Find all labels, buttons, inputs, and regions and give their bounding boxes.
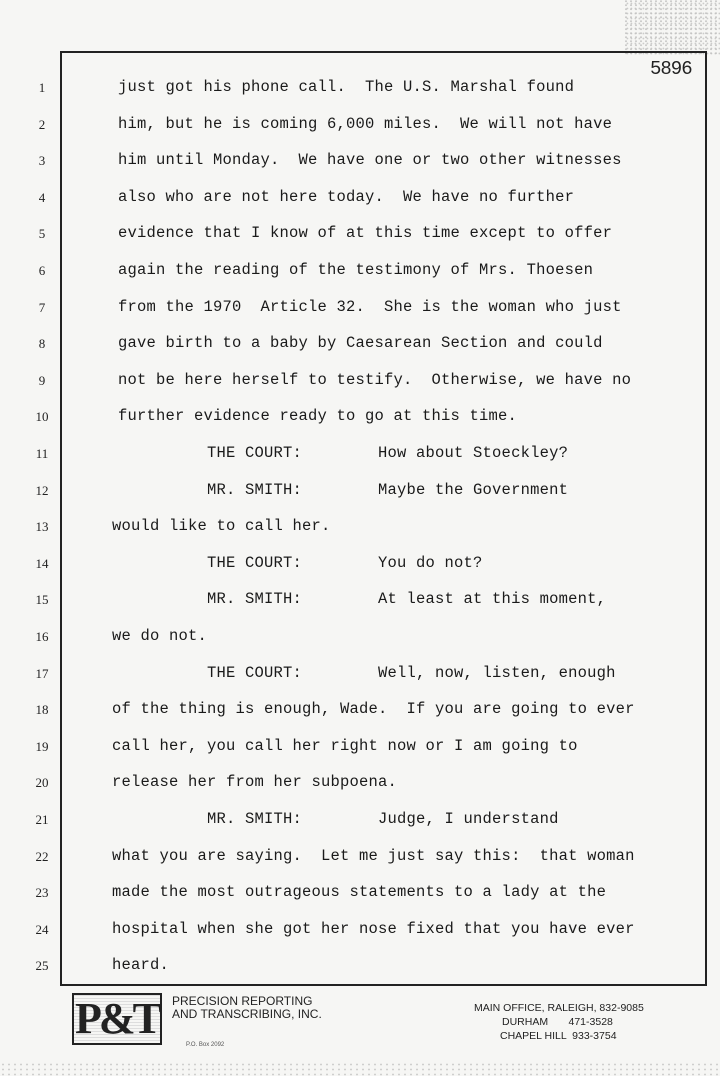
transcript-line: not be here herself to testify. Otherwise, we have no bbox=[118, 370, 632, 389]
transcript-line: again the reading of the testimony of Mrs. Thoesen bbox=[118, 261, 594, 279]
line-number: 8 bbox=[38, 336, 46, 352]
line-number: 19 bbox=[35, 738, 49, 754]
company-line-1: PRECISION REPORTING bbox=[172, 994, 313, 1008]
footer bbox=[0, 990, 720, 1076]
line-number: 20 bbox=[35, 775, 49, 791]
transcript-line: gave birth to a baby by Caesarean Section and could bbox=[118, 334, 603, 353]
line-number: 25 bbox=[35, 958, 49, 974]
line-number: 21 bbox=[35, 812, 49, 827]
line-number: 13 bbox=[35, 519, 49, 535]
line-number: 10 bbox=[35, 409, 49, 425]
line-number: 12 bbox=[35, 482, 49, 498]
transcript-line: THE COURT: You do not? bbox=[112, 553, 483, 572]
line-number: 22 bbox=[35, 848, 49, 864]
line-number: 15 bbox=[35, 592, 49, 608]
transcript-line: made the most outrageous statements to a lady at the bbox=[112, 883, 607, 902]
transcript-line: THE COURT: Well, now, listen, enough bbox=[112, 663, 616, 682]
line-number: 6 bbox=[38, 263, 46, 278]
office-contacts bbox=[474, 1001, 644, 1043]
transcript-line: MR. SMITH: At least at this moment, bbox=[112, 590, 607, 609]
company-logo: P&T bbox=[72, 993, 162, 1045]
main-office: MAIN OFFICE, RALEIGH, 832-9085 bbox=[474, 1002, 644, 1014]
line-number: 16 bbox=[35, 629, 49, 644]
transcript-line: call her, you call her right now or I am going to bbox=[112, 736, 578, 755]
company-name bbox=[172, 995, 322, 1021]
transcript-line: release her from her subpoena. bbox=[112, 773, 398, 792]
transcript-line: further evidence ready to go at this time. bbox=[118, 407, 518, 426]
line-number: 17 bbox=[35, 665, 49, 681]
line-number: 1 bbox=[38, 80, 46, 95]
scan-noise-corner bbox=[625, 0, 720, 55]
transcript-line: of the thing is enough, Wade. If you are going to ever bbox=[112, 700, 635, 719]
transcript-line: MR. SMITH: Judge, I understand bbox=[112, 810, 559, 828]
transcript-line: him, but he is coming 6,000 miles. We will not have bbox=[118, 114, 613, 133]
company-line-2: AND TRANSCRIBING, INC. bbox=[172, 1007, 322, 1021]
transcript-line: him until Monday. We have one or two other witnesses bbox=[118, 151, 622, 170]
line-number: 7 bbox=[38, 299, 46, 315]
scan-noise-bottom bbox=[0, 1062, 720, 1076]
line-number: 11 bbox=[35, 446, 49, 461]
line-number: 3 bbox=[38, 153, 46, 169]
transcript-line: evidence that I know of at this time except to offer bbox=[118, 224, 613, 243]
line-number: 24 bbox=[35, 921, 49, 937]
line-number: 23 bbox=[35, 885, 49, 901]
transcript-line: we do not. bbox=[112, 627, 208, 645]
transcript-line: just got his phone call. The U.S. Marshal found bbox=[118, 78, 575, 96]
page-number: 5896 bbox=[650, 58, 692, 80]
transcript-line: would like to call her. bbox=[112, 517, 331, 536]
line-number: 18 bbox=[35, 702, 49, 718]
line-number: 5 bbox=[38, 226, 46, 242]
durham-office: DURHAM 471-3528 bbox=[502, 1016, 613, 1028]
line-number: 4 bbox=[38, 189, 46, 205]
line-number: 14 bbox=[35, 555, 49, 571]
transcript-line: also who are not here today. We have no further bbox=[118, 187, 575, 206]
transcript-line: MR. SMITH: Maybe the Government bbox=[112, 480, 569, 499]
chapel-hill-office: CHAPEL HILL 933-3754 bbox=[500, 1030, 617, 1042]
transcript-line: what you are saying. Let me just say this: that woman bbox=[112, 846, 635, 865]
line-number: 2 bbox=[38, 116, 46, 132]
transcript-line: from the 1970 Article 32. She is the woman who just bbox=[118, 297, 622, 316]
transcript-line: THE COURT: How about Stoeckley? bbox=[112, 444, 569, 462]
line-number: 9 bbox=[38, 372, 46, 388]
transcript-line: hospital when she got her nose fixed that you have ever bbox=[112, 919, 635, 938]
po-box: P.O. Box 2092 bbox=[186, 1042, 225, 1048]
transcript-line: heard. bbox=[112, 956, 170, 975]
